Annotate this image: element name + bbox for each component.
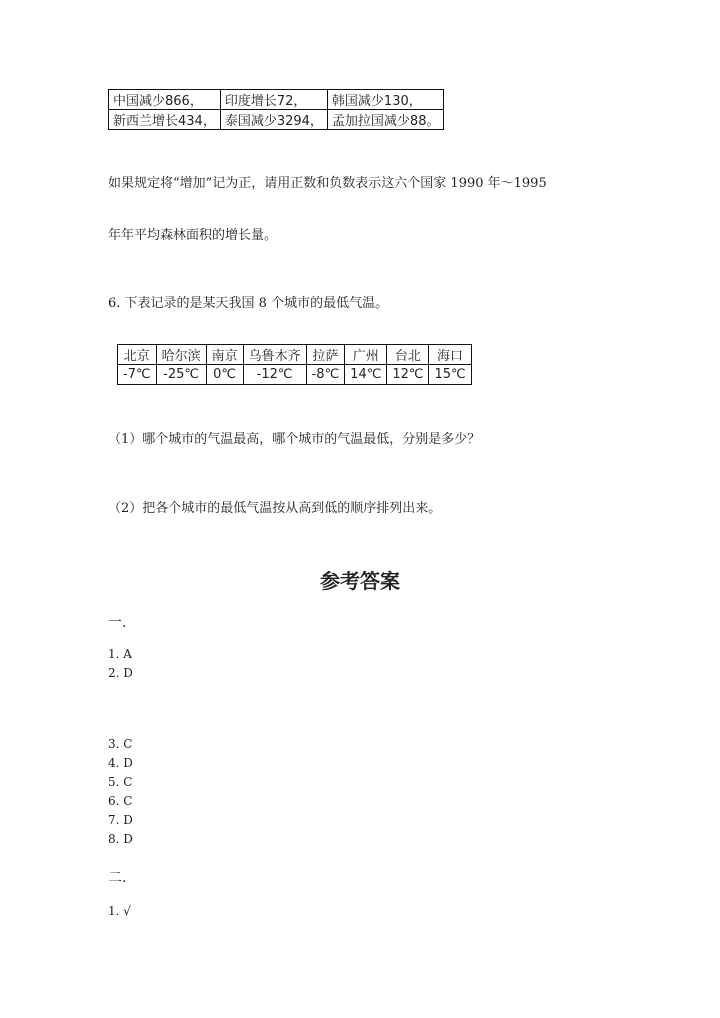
answer-item: 7. D	[108, 813, 133, 827]
answer-item: 4. D	[108, 756, 133, 770]
answer-item: 8. D	[108, 832, 133, 846]
table-cell: 韩国减少130，	[327, 90, 444, 110]
temp-cell: -25℃	[156, 365, 206, 385]
city-cell: 海口	[429, 345, 471, 365]
table-cell: 泰国减少3294，	[220, 110, 327, 130]
city-cell: 南京	[206, 345, 243, 365]
city-cell: 台北	[387, 345, 429, 365]
intro-line-2: 年年平均森林面积的增长量。	[108, 228, 278, 243]
section-heading-1: 一.	[108, 615, 127, 631]
table-cell: 印度增长72，	[220, 90, 327, 110]
answer-item: 1. √	[108, 904, 131, 918]
sub-question-2: （2）把各个城市的最低气温按从高到低的顺序排列出来。	[108, 501, 442, 516]
table-row	[109, 90, 444, 110]
city-cell: 广州	[345, 345, 387, 365]
answer-item: 1. A	[108, 647, 132, 661]
city-cell: 乌鲁木齐	[243, 345, 306, 365]
answer-item: 6. C	[108, 794, 133, 808]
temp-cell: -8℃	[306, 365, 345, 385]
city-cell: 北京	[118, 345, 157, 365]
city-cell: 哈尔滨	[156, 345, 206, 365]
table-row-temps	[118, 365, 472, 385]
question-6-text: 6. 下表记录的是某天我国 8 个城市的最低气温。	[108, 296, 389, 311]
intro-line-1: 如果规定将“增加”记为正，请用正数和负数表示这六个国家 1990 年～1995	[108, 176, 547, 191]
answer-item: 3. C	[108, 737, 133, 751]
answer-item: 2. D	[108, 666, 133, 680]
table-row-cities	[118, 345, 472, 365]
temp-cell: 12℃	[387, 365, 429, 385]
temp-cell: -7℃	[118, 365, 157, 385]
table-cell: 孟加拉国减少88。	[327, 110, 444, 130]
temp-cell: -12℃	[243, 365, 306, 385]
table-row	[109, 110, 444, 130]
answers-title: 参考答案	[320, 569, 400, 593]
city-cell: 拉萨	[306, 345, 345, 365]
temp-cell: 15℃	[429, 365, 471, 385]
forest-change-table	[108, 89, 444, 130]
table-cell: 中国减少866，	[109, 90, 221, 110]
answer-item: 5. C	[108, 775, 133, 789]
city-temperature-table	[117, 344, 472, 385]
temp-cell: 14℃	[345, 365, 387, 385]
temp-cell: 0℃	[206, 365, 243, 385]
section-heading-2: 二.	[108, 870, 127, 886]
table-cell: 新西兰增长434，	[109, 110, 221, 130]
sub-question-1: （1）哪个城市的气温最高，哪个城市的气温最低，分别是多少？	[108, 432, 481, 447]
